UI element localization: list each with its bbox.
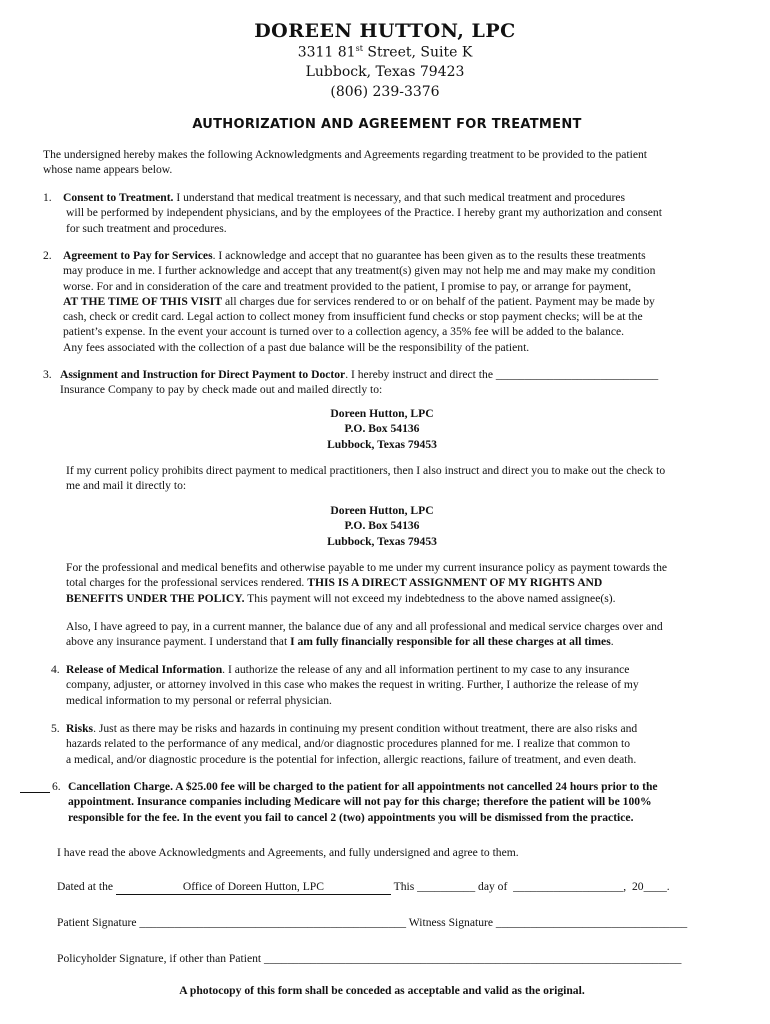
street-address: 3311 81st Street, Suite K: [297, 44, 473, 61]
dated-line: Dated at the Office of Doreen Hutton, LPC This __________ day of ___________________, 20____.: [57, 879, 670, 895]
initial-line[interactable]: [20, 792, 50, 793]
section-4-release-info: Release of Medical Information. I authorize the release of any and all information pertinent to my case to any insurance company, adjuster, or attorney involved in this case who makes the request in writing. Further, I authorize the release of my medical information to my personal or referral physician.: [66, 663, 639, 707]
agreement-statement: I have read the above Acknowledgments and Agreements, and fully undersigned and agree to them.: [57, 846, 519, 859]
signature-line: [57, 915, 687, 930]
day-field[interactable]: __________: [417, 880, 476, 893]
photocopy-notice: A photocopy of this form shall be conceded as acceptable and valid as the original.: [179, 984, 585, 997]
section-5-number: 5.: [51, 722, 60, 735]
section-6-number: 6.: [52, 780, 61, 793]
patient-signature-field[interactable]: Patient Signature ______________________________________________: [57, 916, 407, 929]
section-5-heading: Risks: [66, 722, 94, 735]
section-3-alternate-payment: If my current policy prohibits direct payment to medical practitioners, then I also instruct and direct you to make out the check to me and mail it directly to:: [66, 464, 666, 493]
witness-signature-field[interactable]: Witness Signature _________________________________: [408, 916, 688, 929]
mailing-address-2: Doreen Hutton, LPC P.O. Box 54136 Lubbock, Texas 79453: [327, 504, 437, 548]
form-title: AUTHORIZATION AND AGREEMENT FOR TREATMENT: [192, 117, 582, 132]
city-state-zip: Lubbock, Texas 79423: [305, 64, 465, 80]
section-4-number: 4.: [51, 663, 60, 676]
policyholder-signature-field[interactable]: Policyholder Signature, if other than Patient ________________________________________________________________________: [57, 952, 682, 965]
month-field[interactable]: ___________________,: [513, 880, 627, 893]
section-6-cancellation: Cancellation Charge. A $25.00 fee will be charged to the patient for all appointments not cancelled 24 hours prior to the appointment. Insurance companies including Medicare will not pay for this charge; therefore the patient will be 100% responsible for the fee. In the event you fail to cancel 2 (two) appointments you will be dismissed from the practice.: [68, 780, 658, 824]
section-4-heading: Release of Medical Information: [66, 663, 223, 676]
section-3-assignment: Assignment and Instruction for Direct Payment to Doctor. I hereby instruct and direct the ____________________________ Insurance Company to pay by check made out and mailed directly to:: [60, 368, 659, 397]
phone-number: (806) 239-3376: [330, 84, 440, 100]
section-3-heading: Assignment and Instruction for Direct Payment to Doctor: [60, 368, 346, 381]
mailing-address-1: Doreen Hutton, LPC P.O. Box 54136 Lubbock, Texas 79453: [327, 407, 437, 451]
provider-name: DOREEN HUTTON, LPC: [254, 20, 516, 42]
section-6-heading: Cancellation Charge: [68, 780, 171, 793]
intro-paragraph: The undersigned hereby makes the following Acknowledgments and Agreements regarding treatment to be provided to the patient whose name appears below.: [43, 148, 647, 177]
section-3-financial-responsibility: Also, I have agreed to pay, in a current manner, the balance due of any and all professional and medical service charges over and above any insurance payment. I understand that I am fully financially responsible for all these charges at all times.: [66, 620, 663, 649]
section-1-heading: Consent to Treatment.: [63, 191, 174, 204]
location-field[interactable]: Office of Doreen Hutton, LPC: [116, 879, 391, 895]
year-field[interactable]: 20____.: [631, 880, 670, 893]
section-2-number: 2.: [43, 249, 52, 262]
section-2-agreement-to-pay: Agreement to Pay for Services. I acknowledge and accept that no guarantee has been given as to the results these treatments may produce in me. I further acknowledge and accept that any treatment(s) given may not help me and may make my condition worse. For and in consideration of the care and treatment provided to the patient, I promise to pay, or arrange for payment, AT THE TIME OF THIS VISIT all charges due for services rendered to or on behalf of the patient. Payment may be made by cash, check or credit card. Legal action to collect money from insufficient fund checks or stop payment checks; will be at the patient’s expense. In the event your account is turned over to a collection agency, a 35% fee will be added to the balance. Any fees associated with the collection of a past due balance will be the responsibility of the patient.: [63, 249, 656, 354]
section-3-number: 3.: [43, 368, 52, 381]
section-3-benefits-assignment: For the professional and medical benefits and otherwise payable to me under my current insurance policy as payment towards the total charges for the professional services rendered. THIS IS A DIRECT ASSIGNMENT OF MY RIGHTS AND BENEFITS UNDER THE POLICY. This payment will not exceed my indebtedness to the above named assignee(s).: [66, 561, 668, 605]
section-2-heading: Agreement to Pay for Services: [63, 249, 213, 262]
section-1-consent: Consent to Treatment. I understand that medical treatment is necessary, and that such medical treatment and procedures will be performed by independent physicians, and by the employees of the Practice. I hereby grant my authorization and consent for such treatment and procedures.: [63, 191, 662, 235]
section-1-number: 1.: [43, 191, 52, 204]
section-5-risks: Risks. Just as there may be risks and hazards in continuing my present condition without treatment, there are also risks and hazards related to the performance of any medical, and/or diagnostic procedures planned for me. I realize that common to a medical, and/or diagnostic procedure is the potential for infection, allergic reactions, failure of treatment, and even death.: [66, 722, 638, 766]
